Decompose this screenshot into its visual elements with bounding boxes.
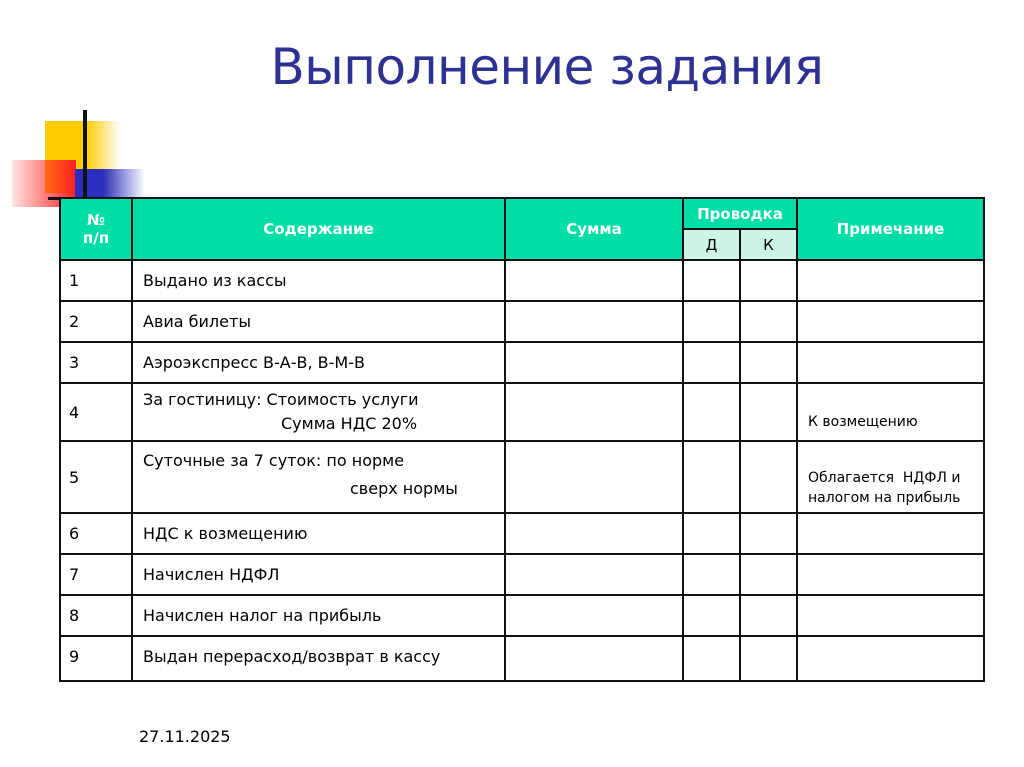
row-sum xyxy=(505,441,683,513)
row-number: 9 xyxy=(60,636,132,681)
row-debit xyxy=(683,441,740,513)
row-credit xyxy=(740,260,797,301)
row-sum xyxy=(505,260,683,301)
row-content: Начислен налог на прибыль xyxy=(132,595,505,636)
row-content: Аэроэкспресс В-А-В, В-М-В xyxy=(132,342,505,383)
slide-date: 27.11.2025 xyxy=(139,727,231,746)
row-content-line2: сверх нормы xyxy=(350,479,458,498)
row-note-line1: Облагается НДФЛ и xyxy=(808,470,961,486)
row-sum xyxy=(505,636,683,681)
table-row xyxy=(60,554,984,595)
row-sum xyxy=(505,342,683,383)
row-content: Авиа билеты xyxy=(132,301,505,342)
row-sum xyxy=(505,513,683,554)
row-note: К возмещению xyxy=(797,383,984,441)
row-content: Выдан перерасход/возврат в кассу xyxy=(132,636,505,681)
row-credit xyxy=(740,383,797,441)
row-note xyxy=(797,441,984,513)
row-note xyxy=(797,301,984,342)
row-note-line2: налогом на прибыль xyxy=(808,490,961,506)
task-table xyxy=(59,197,985,682)
row-content: Начислен НДФЛ xyxy=(132,554,505,595)
row-note xyxy=(797,595,984,636)
row-number: 5 xyxy=(60,441,132,513)
table-row xyxy=(60,636,984,681)
row-credit xyxy=(740,513,797,554)
row-debit xyxy=(683,301,740,342)
row-content-line1: За гостиницу: Стоимость услуги xyxy=(143,390,419,409)
header-number: № п/п xyxy=(60,198,132,260)
row-debit xyxy=(683,513,740,554)
row-note xyxy=(797,260,984,301)
table-row xyxy=(60,301,984,342)
row-content: Выдано из кассы xyxy=(132,260,505,301)
header-note: Примечание xyxy=(797,198,984,260)
row-debit xyxy=(683,260,740,301)
row-content-line2: Сумма НДС 20% xyxy=(281,414,418,433)
row-number: 6 xyxy=(60,513,132,554)
row-debit xyxy=(683,595,740,636)
table-row xyxy=(60,342,984,383)
row-number: 4 xyxy=(60,383,132,441)
row-credit xyxy=(740,554,797,595)
header-posting: Проводка xyxy=(683,198,797,229)
row-content-line1: Суточные за 7 суток: по норме xyxy=(143,451,405,470)
table-row xyxy=(60,260,984,301)
row-debit xyxy=(683,554,740,595)
row-note xyxy=(797,513,984,554)
row-credit xyxy=(740,342,797,383)
row-credit xyxy=(740,636,797,681)
header-content: Содержание xyxy=(132,198,505,260)
decorative-vertical-line xyxy=(83,110,87,198)
header-debit: Д xyxy=(683,229,740,260)
table-row xyxy=(60,441,984,513)
row-content: НДС к возмещению xyxy=(132,513,505,554)
row-content xyxy=(132,441,505,513)
row-debit xyxy=(683,342,740,383)
table-row xyxy=(60,513,984,554)
header-sum: Сумма xyxy=(505,198,683,260)
table-row xyxy=(60,383,984,441)
row-debit xyxy=(683,383,740,441)
slide-title: Выполнение задания xyxy=(270,38,824,96)
row-note xyxy=(797,636,984,681)
row-sum xyxy=(505,595,683,636)
row-content xyxy=(132,383,505,441)
row-sum xyxy=(505,301,683,342)
row-debit xyxy=(683,636,740,681)
row-credit xyxy=(740,595,797,636)
row-number: 7 xyxy=(60,554,132,595)
row-note xyxy=(797,554,984,595)
row-number: 2 xyxy=(60,301,132,342)
table-row xyxy=(60,595,984,636)
row-sum xyxy=(505,554,683,595)
row-credit xyxy=(740,301,797,342)
row-number: 3 xyxy=(60,342,132,383)
header-credit: К xyxy=(740,229,797,260)
row-number: 8 xyxy=(60,595,132,636)
row-note xyxy=(797,342,984,383)
row-sum xyxy=(505,383,683,441)
row-credit xyxy=(740,441,797,513)
row-number: 1 xyxy=(60,260,132,301)
